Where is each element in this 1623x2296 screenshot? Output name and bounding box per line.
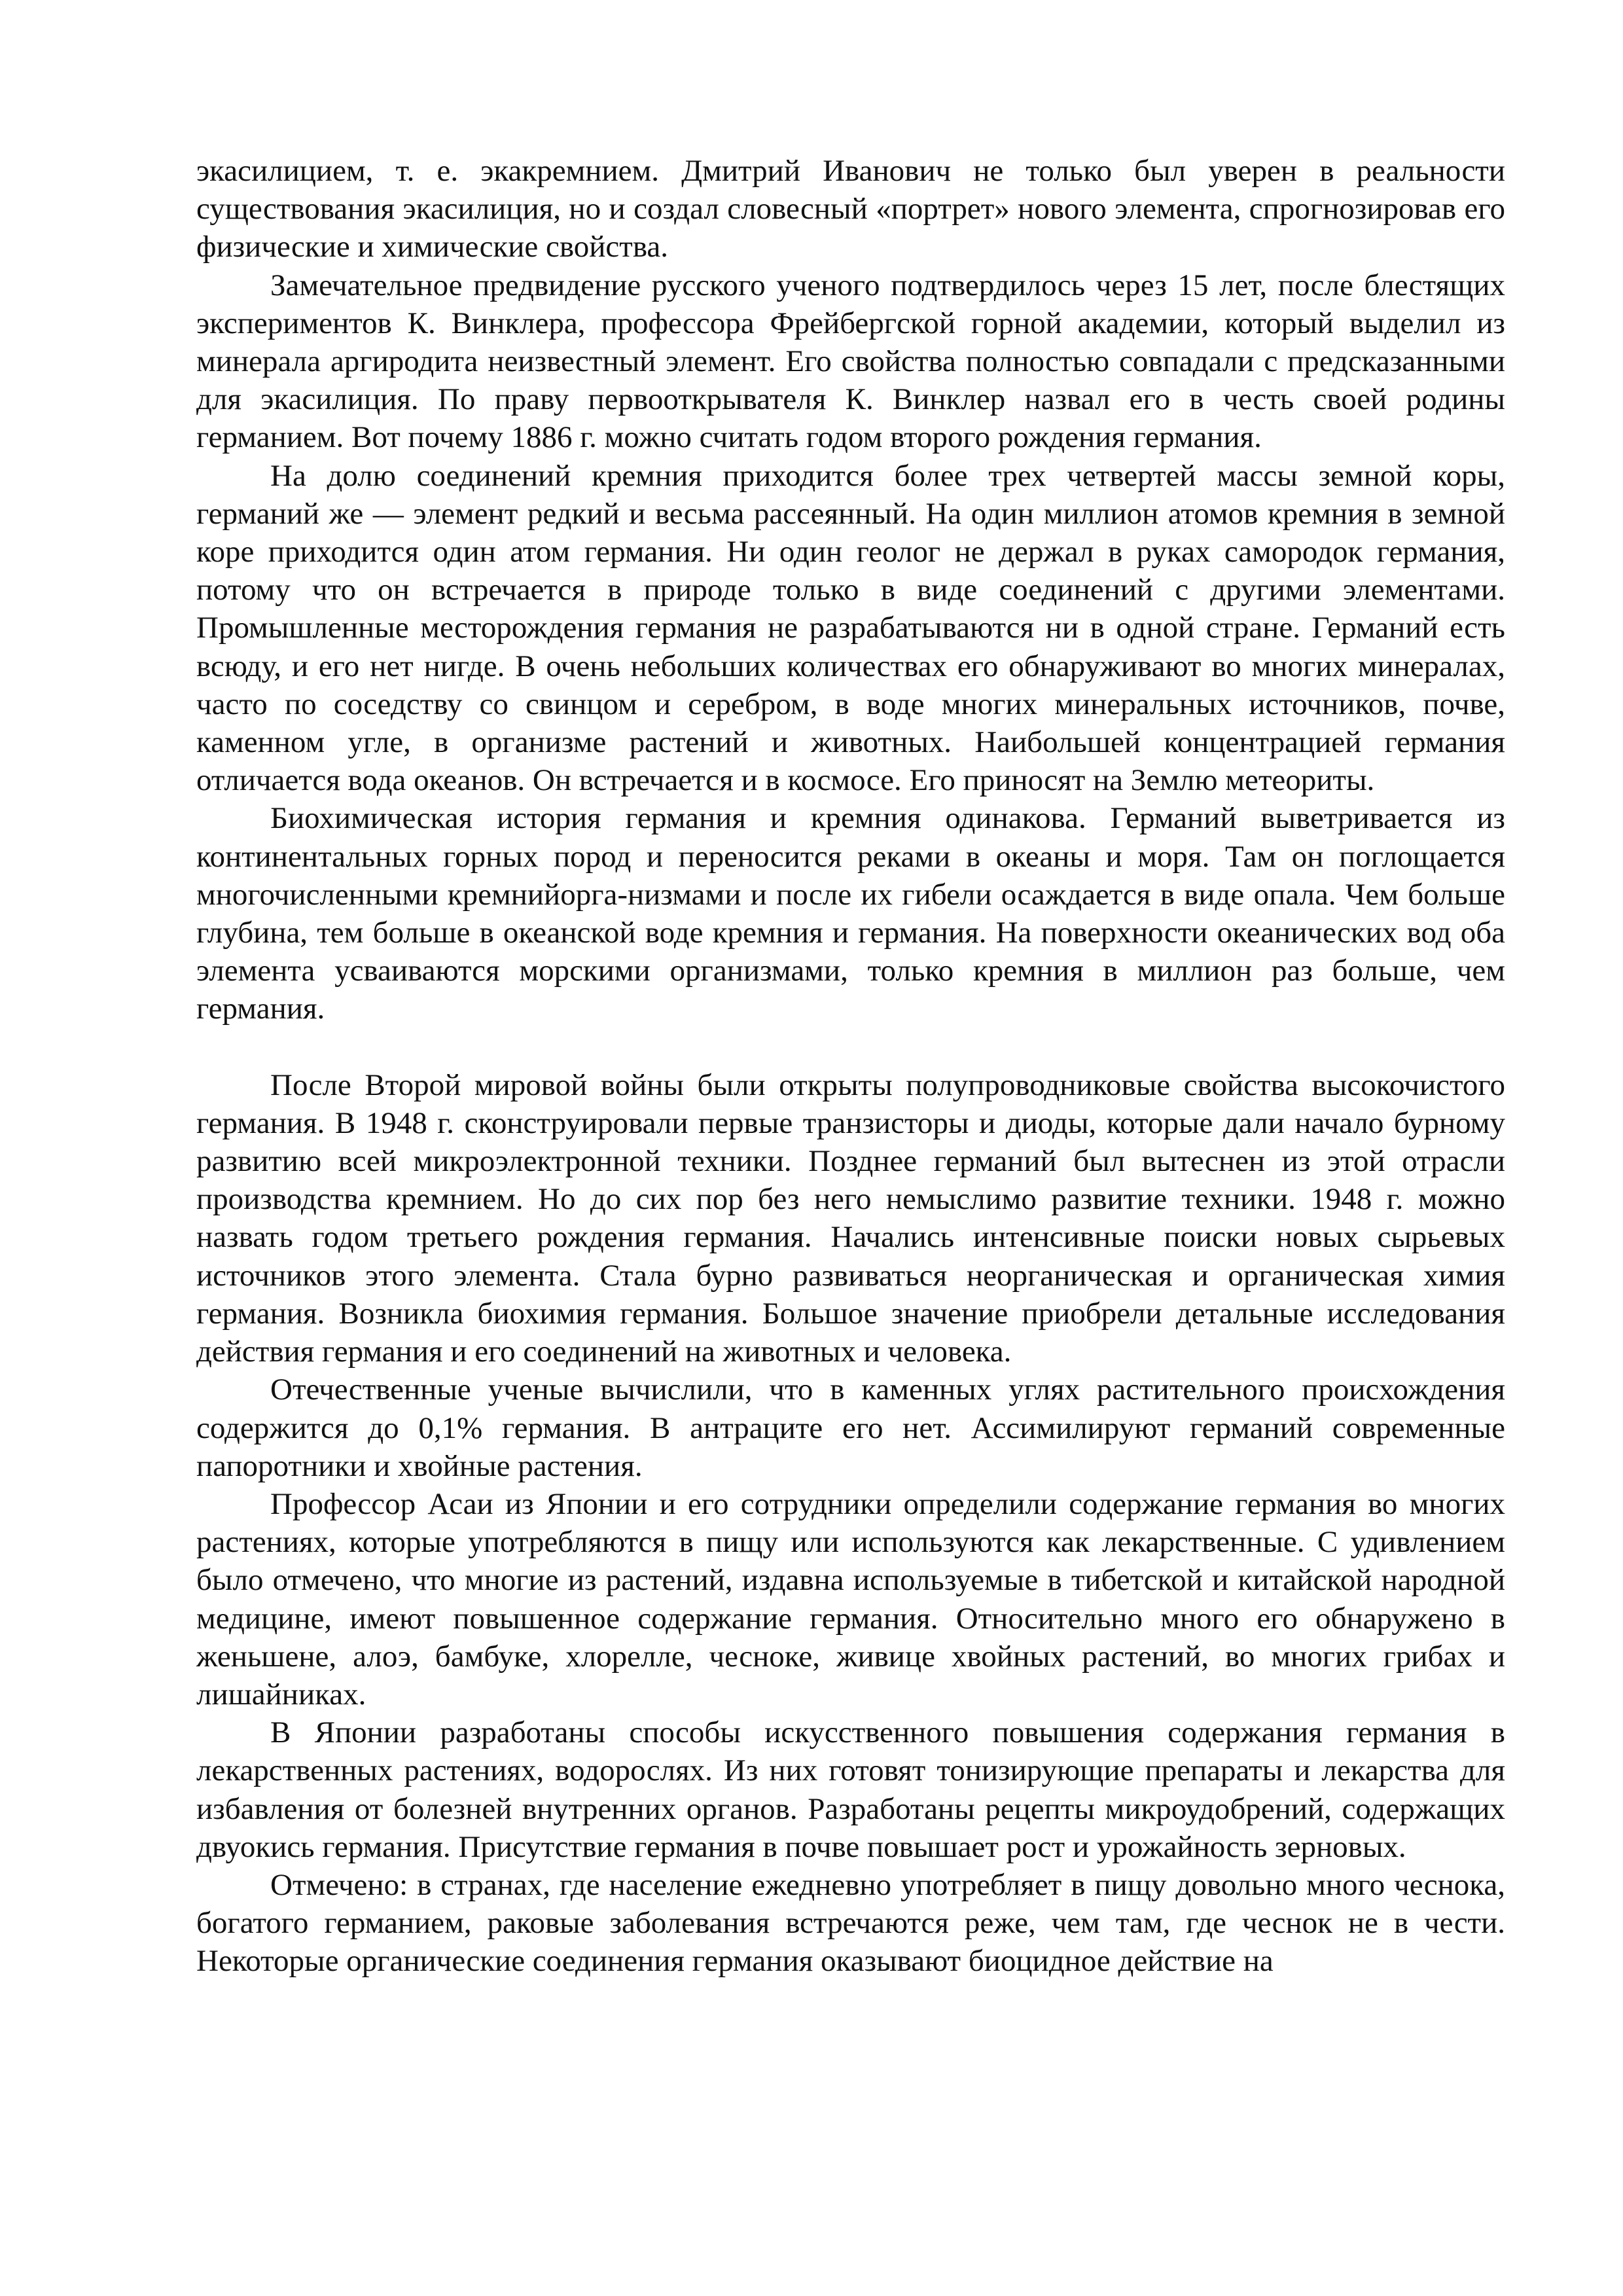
paragraph-4: Биохимическая история германия и кремния одинакова. Германий выветривается из континентальных горных пород и переносится реками в океаны и моря. Там он поглощается многочисленными кремнийорга-низмами и после их гибели осаждается в виде опала. Чем больше глубина, тем больше в океанской воде кремния и германия. На поверхности океанических вод оба элемента усваиваются морскими организмами, только кремния в миллион раз больше, чем германия. bbox=[196, 801, 1505, 1026]
paragraph-spacer bbox=[196, 1028, 1505, 1066]
paragraph-1: экасилицием, т. е. экакремнием. Дмитрий Иванович не только был уверен в реальности существования экасилиция, но и создал словесный «портрет» нового элемента, спрогнозировав его физические и химические свойства. bbox=[196, 154, 1505, 264]
paragraph-8: В Японии разработаны способы искусственного повышения содержания германия в лекарственных растениях, водорослях. Из них готовят тонизирующие препараты и лекарства для избавления от болезней внутренних органов. Разработаны рецепты микроудобрений, содержащих двуокись германия. Присутствие германия в почве повышает рост и урожайность зерновых. bbox=[196, 1715, 1505, 1864]
paragraph-5: После Второй мировой войны были открыты полупроводниковые свойства высокочистого германия. В 1948 г. сконструировали первые транзисторы и диоды, которые дали начало бурному развитию всей микроэлектронной техники. Позднее германий был вытеснен из этой отрасли производства кремнием. Но до сих пор без него немыслимо развитие техники. 1948 г. можно назвать годом третьего рождения германия. Начались интенсивные поиски новых сырьевых источников этого элемента. Стала бурно развиваться неорганическая и органическая химия германия. Возникла биохимия германия. Большое значение приобрели детальные исследования действия германия и его соединений на животных и человека. bbox=[196, 1067, 1505, 1369]
paragraph-3: На долю соединений кремния приходится более трех четвертей массы земной коры, германий же — элемент редкий и весьма рассеянный. На один миллион атомов кремния в земной коре приходится один атом германия. Ни один геолог не держал в руках самородок германия, потому что он встречается в природе только в виде соединений с другими элементами. Промышленные месторождения германия не разрабатываются ни в одной стране. Германий есть всюду, и его нет нигде. В очень небольших количествах его обнаруживают во многих минералах, часто по соседству со свинцом и серебром, в воде многих минеральных источников, почве, каменном угле, в организме растений и животных. Наибольшей концентрацией германия отличается вода океанов. Он встречается и в космосе. Его приносят на Землю метеориты. bbox=[196, 458, 1505, 798]
paragraph-2: Замечательное предвидение русского ученого подтвердилось через 15 лет, после блестящих экспериментов К. Винклера, профессора Фрейбергской горной академии, который выделил из минерала аргиродита неизвестный элемент. Его свойства полностью совпадали с предсказанными для экасилиция. По праву первооткрывателя К. Винклер назвал его в честь своей родины германием. Вот почему 1886 г. можно считать годом второго рождения германия. bbox=[196, 268, 1505, 455]
paragraph-7: Профессор Асаи из Японии и его сотрудники определили содержание германия во многих растениях, которые употребляются в пищу или используются как лекарственные. С удивлением было отмечено, что многие из растений, издавна используемые в тибетской и китайской народной медицине, имеют повышенное содержание германия. Относительно много его обнаружено в женьшене, алоэ, бамбуке, хлорелле, чесноке, живице хвойных растений, во многих грибах и лишайниках. bbox=[196, 1486, 1505, 1712]
paragraph-6: Отечественные ученые вычислили, что в каменных углях растительного происхождения содержится до 0,1% германия. В антраците его нет. Ассимилируют германий современные папоротники и хвойные растения. bbox=[196, 1372, 1505, 1483]
body-text bbox=[196, 152, 1505, 1981]
paragraph-9: Отмечено: в странах, где население ежедневно употребляет в пищу довольно много чеснока, богатого германием, раковые заболевания встречаются реже, чем там, где чеснок не в чести. Некоторые органические соединения германия оказывают биоцидное действие на bbox=[196, 1867, 1505, 1979]
